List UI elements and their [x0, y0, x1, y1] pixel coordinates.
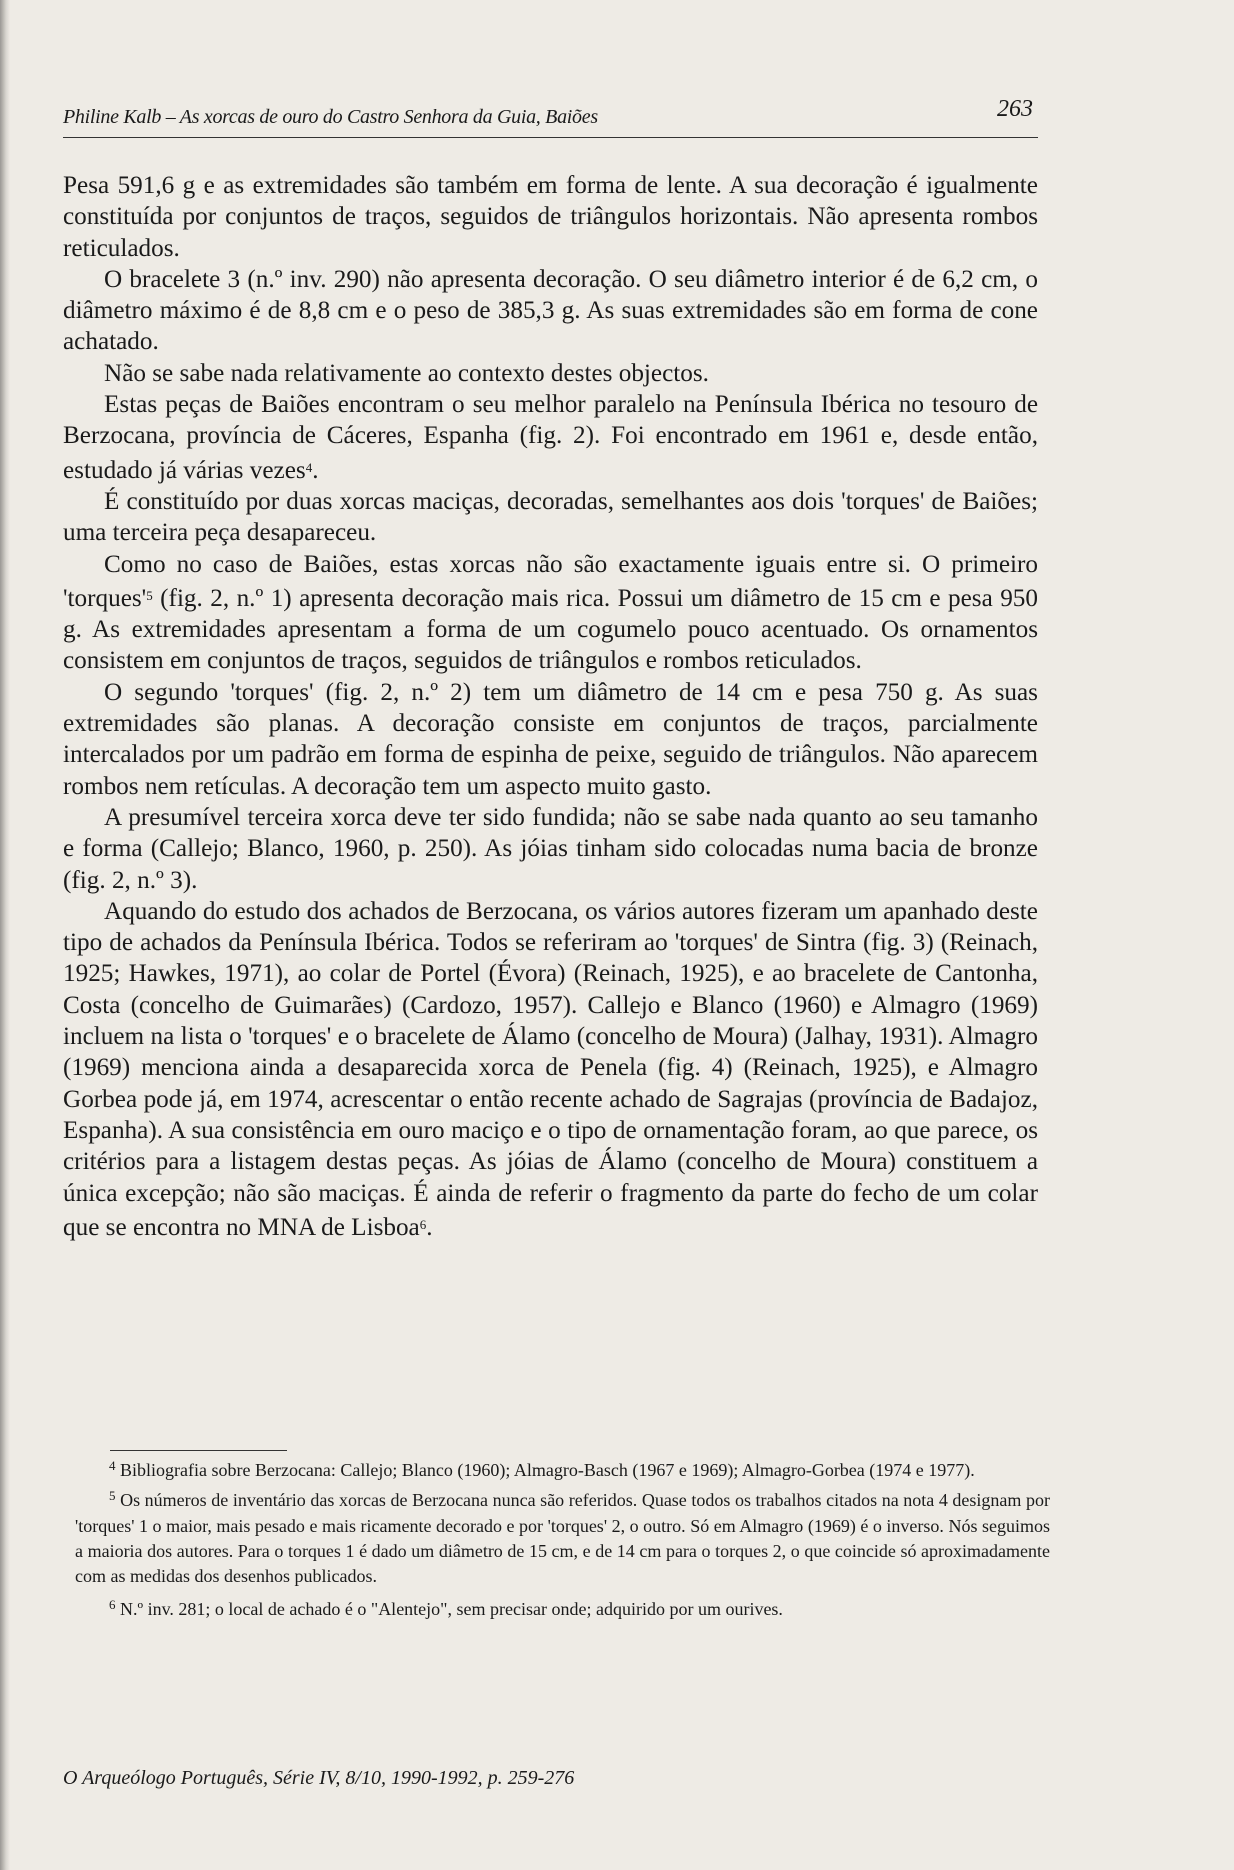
- paragraph: Estas peças de Baiões encontram o seu melhor paralelo na Península Ibérica no tesouro de Berzocana, província de Cáceres, Espanha (fig. 2). Foi encontrado em 1961 e, desde então, estudado já várias vezes$^4$.: [63, 391, 1038, 484]
- paragraph: A presumível terceira xorca deve ter sido fundida; não se sabe nada quanto ao seu tamanho e forma (Callejo; Blanco, 1960, p. 250). As jóias tinham sido colocadas numa bacia de bronze (fig. 2, n.º 3).: [63, 803, 1038, 894]
- header-rule: [63, 137, 1038, 138]
- footnote: $^5$ Os números de inventário das xorcas de Berzocana nunca são referidos. Quase todos os trabalhos citados na nota 4 designam por 'torques' 1 o maior, mais pesado e mais ricamente decorado e por 'torques' 2, o outro. Só em Almagro (1969) é o inverso. Nós seguimos a maioria dos autores. Para o torques 1 é dado um diâmetro de 15 cm, e de 14 cm para o torques 2, o que coincide só aproximadamente com as medidas dos desenhos publicados.: [75, 1488, 1050, 1587]
- footnotes: [75, 1453, 1050, 1623]
- page-footer: O Arqueólogo Português, Série IV, 8/10, 1990-1992, p. 259-276: [63, 1767, 575, 1789]
- paragraph: Não se sabe nada relativamente ao contexto destes objectos.: [104, 359, 709, 387]
- footnote: $^4$ Bibliografia sobre Berzocana: Callejo; Blanco (1960); Almagro-Basch (1967 e 1969); Almagro-Gorbea (1974 e 1977).: [109, 1458, 975, 1480]
- page-number: 263: [997, 96, 1033, 122]
- paragraph: Aquando do estudo dos achados de Berzocana, os vários autores fizeram um apanhado deste tipo de achados da Península Ibérica. Todos se referiram ao 'torques' de Sintra (fig. 3) (Reinach, 1925; Hawkes, 1971), ao colar de Portel (Évora) (Reinach, 1925), e ao bracelete de Cantonha, Costa (concelho de Guimarães) (Cardozo, 1957). Callejo e Blanco (1960) e Almagro (1969) incluem na lista o 'torques' e o bracelete de Álamo (concelho de Moura) (Jalhay, 1931). Almagro (1969) menciona ainda a desaparecida xorca de Penela (fig. 4) (Reinach, 1925), e Almagro Gorbea pode já, em 1974, acrescentar o então recente achado de Sagrajas (província de Badajoz, Espanha). A sua consistência em ouro maciço e o tipo de ornamentação foram, ao que parece, os critérios para a listagem destas peças. As jóias de Álamo (concelho de Moura) constituem a única excepção; não são maciças. É ainda de referir o fragmento da parte do fecho de um colar que se encontra no MNA de Lisboa$^6$.: [63, 897, 1038, 1241]
- paragraph: O segundo 'torques' (fig. 2, n.º 2) tem um diâmetro de 14 cm e pesa 750 g. As suas extremidades são planas. A decoração consiste em conjuntos de traços, parcialmente intercalados por um padrão em forma de espinha de peixe, seguido de triângulos. Não aparecem rombos nem retículas. A decoração tem um aspecto muito gasto.: [63, 678, 1038, 800]
- footnote: $^6$ N.º inv. 281; o local de achado é o "Alentejo", sem precisar onde; adquirido por um ourives.: [109, 1597, 783, 1620]
- page-edge-shadow: [0, 0, 10, 1870]
- footnote-ref: 4: [305, 459, 313, 475]
- paragraph: Como no caso de Baiões, estas xorcas não são exactamente iguais entre si. O primeiro 'torques'$^5$ (fig. 2, n.º 1) apresenta decoração mais rica. Possui um diâmetro de 15 cm e pesa 950 g. As extremidades apresentam a forma de um cogumelo pouco acentuado. Os ornamentos consistem em conjuntos de traços, seguidos de triângulos e rombos reticulados.: [63, 550, 1038, 675]
- paragraph: O bracelete 3 (n.º inv. 290) não apresenta decoração. O seu diâmetro interior é de 6,2 cm, o diâmetro máximo é de 8,8 cm e o peso de 385,3 g. As suas extremidades são em forma de cone achatado.: [63, 265, 1038, 356]
- paragraph: É constituído por duas xorcas maciças, decoradas, semelhantes aos dois 'torques' de Baiões; uma terceira peça desapareceu.: [63, 487, 1038, 547]
- paragraph: Pesa 591,6 g e as extremidades são também em forma de lente. A sua decoração é igualmente constituída por conjuntos de traços, seguidos de triângulos horizontais. Não apresenta rombos reticulados.: [63, 172, 1038, 262]
- page-header: [63, 88, 1043, 128]
- body-text: [63, 170, 1038, 1243]
- footnote-rule: [110, 1450, 287, 1451]
- running-head: Philine Kalb – As xorcas de ouro do Castro Senhora da Guia, Baiões: [63, 106, 598, 128]
- footnote-ref: 6: [419, 1216, 427, 1232]
- footnote-ref: 5: [146, 587, 153, 603]
